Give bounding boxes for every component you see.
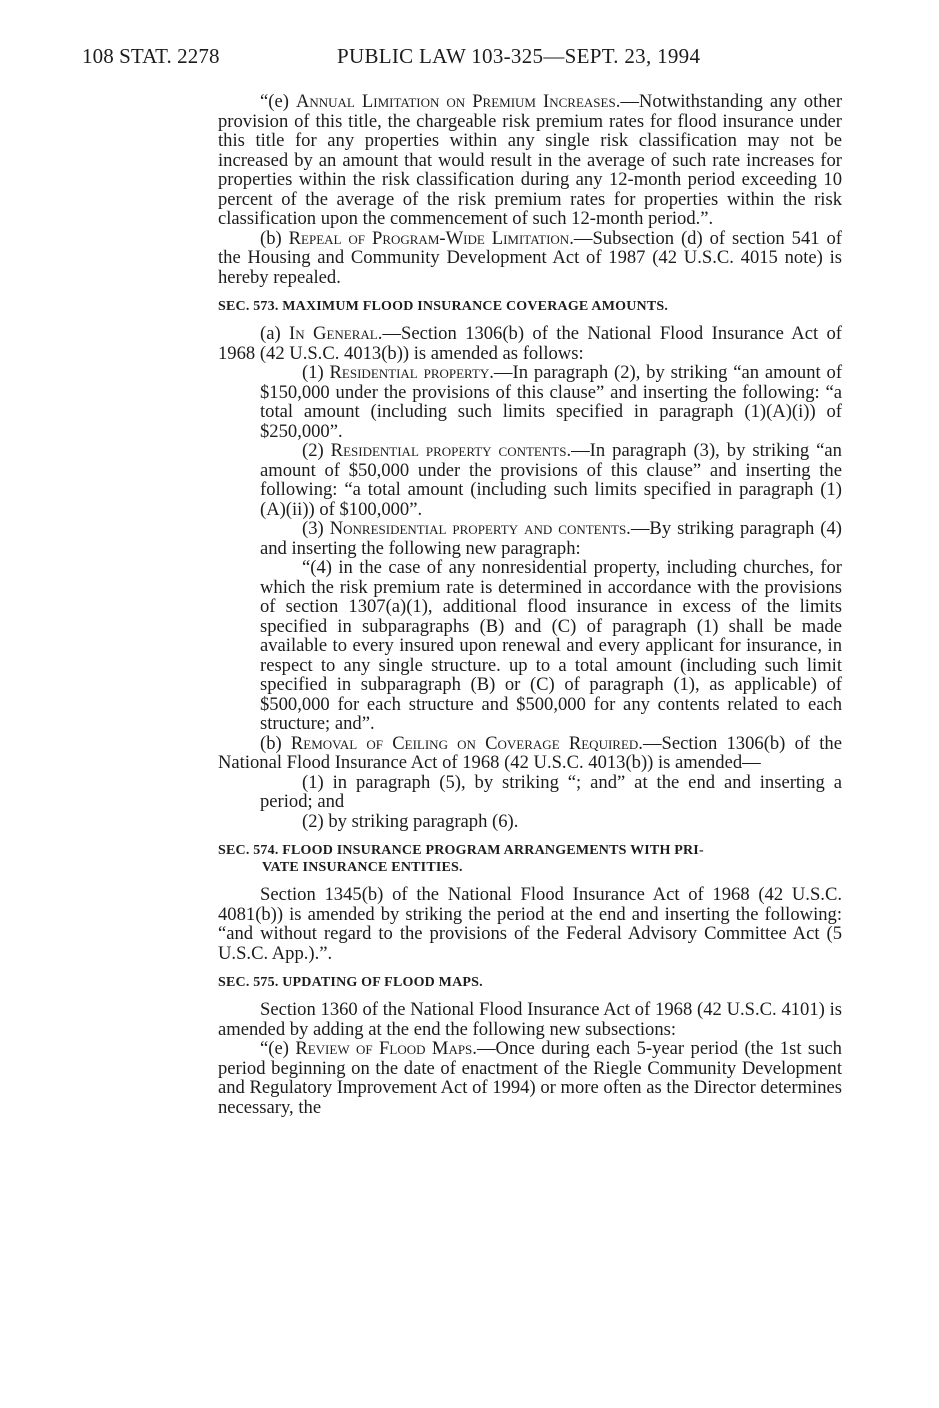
statute-page-number: 108 STAT. 2278 [82, 44, 220, 68]
paragraph-in-general: (a) In General.—Section 1306(b) of the National Flood Insurance Act of 1968 (42 U.S.C. 4013(b)) is amended as follows: [218, 323, 842, 364]
paragraph-residential-contents: (2) Residential property contents.—In paragraph (3), by striking “an amount of $50,000 under the provisions of this clause” and inserting the following: “a total amount (including such limits specified in paragraph (1)(A)(ii)) of $100,000”. [260, 440, 842, 520]
paragraph-residential-property: (1) Residential property.—In paragraph (2), by striking “an amount of $150,000 under the provisions of this clause” and inserting the following: “a total amount (including such limits specified in paragraph (1)(A)(i)) of $250,000”. [260, 362, 843, 442]
public-law-title: PUBLIC LAW 103-325—SEPT. 23, 1994 [337, 44, 701, 68]
page-header [82, 44, 782, 84]
subsection-heading: Review of Flood Maps [295, 1038, 473, 1059]
paragraph-quoted-insert: “(4) in the case of any nonresidential property, including churches, for which the risk premium rate is determined in accordance with the provisions of section 1307(a)(1), additional flood insurance in excess of the limits specified in subparagraphs (B) and (C) of paragraph (1) shall be made available to every insured upon renewal and every applicant for insurance, in respect to any single structure. up to a total amount (including such limit specified in subparagraph (B) or (C) of paragraph (1), as applicable) of $500,000 for each structure and $500,000 for any contents related to each structure; and”. [260, 557, 842, 734]
paragraph-repeal: (b) Repeal of Program-Wide Limitation.—Subsection (d) of section 541 of the Housing and Community Development Act of 1987 (42 U.S.C. 4015 note) is hereby repealed. [218, 227, 842, 288]
subsection-heading: Repeal of Program-Wide Limitation [288, 227, 570, 249]
subsection-heading: Nonresidential property and contents [329, 518, 627, 539]
subsection-heading: In General [289, 323, 378, 344]
section-heading-575: SEC. 575. UPDATING OF FLOOD MAPS. [218, 975, 483, 990]
paragraph-section-1360: Section 1360 of the National Flood Insurance Act of 1968 (42 U.S.C. 4101) is amended by adding at the end the following new subsections: [218, 999, 842, 1040]
document-body [218, 92, 842, 1117]
subsection-heading: Removal of Ceiling on Coverage Required [290, 732, 639, 754]
paragraph-section-1345: Section 1345(b) of the National Flood Insurance Act of 1968 (42 U.S.C. 4081(b)) is amended by striking the period at the end and inserting the following: “and without regard to the provisions of the Federal Advisory Committee Act (5 U.S.C. App.).”. [218, 884, 842, 964]
paragraph-removal-of-ceiling: (b) Removal of Ceiling on Coverage Required.—Section 1306(b) of the National Flood Insurance Act of 1968 (42 U.S.C. 4013(b)) is amended— [218, 732, 842, 773]
paragraph-item-1: (1) in paragraph (5), by striking “; and” at the end and inserting a period; and [260, 771, 842, 812]
subsection-heading: Residential property [329, 362, 490, 383]
paragraph-review-of-flood-maps: “(e) Review of Flood Maps.—Once during each 5-year period (the 1st such period beginning on the date of enactment of the Riegle Community Development and Regulatory Improvement Act of 1994) or more often as the Director determines necessary, the [218, 1038, 842, 1118]
paragraph-item-2: (2) by striking paragraph (6). [302, 810, 519, 832]
subsection-heading: Residential property contents [330, 440, 567, 461]
paragraph-annual-limitation: “(e) Annual Limitation on Premium Increases.—Notwithstanding any other provision of this title, the chargeable risk premium rates for flood insurance under this title for any properties within any single risk classification may not be increased by an amount that would result in the average of such rate increases for properties within the risk classification during any 12-month period exceeding 10 percent of the average of the risk premium rates for properties within the risk classification upon the commencement of such 12-month period.”. [218, 91, 843, 229]
subsection-heading: Annual Limitation on Premium Increases [295, 91, 616, 112]
paragraph-nonresidential: (3) Nonresidential property and contents.—By striking paragraph (4) and inserting the following new paragraph: [260, 518, 842, 559]
section-heading-573: SEC. 573. MAXIMUM FLOOD INSURANCE COVERAGE AMOUNTS. [218, 299, 669, 314]
section-heading-574: SEC. 574. FLOOD INSURANCE PROGRAM ARRANGEMENTS WITH PRI- VATE INSURANCE ENTITIES. [218, 843, 704, 875]
